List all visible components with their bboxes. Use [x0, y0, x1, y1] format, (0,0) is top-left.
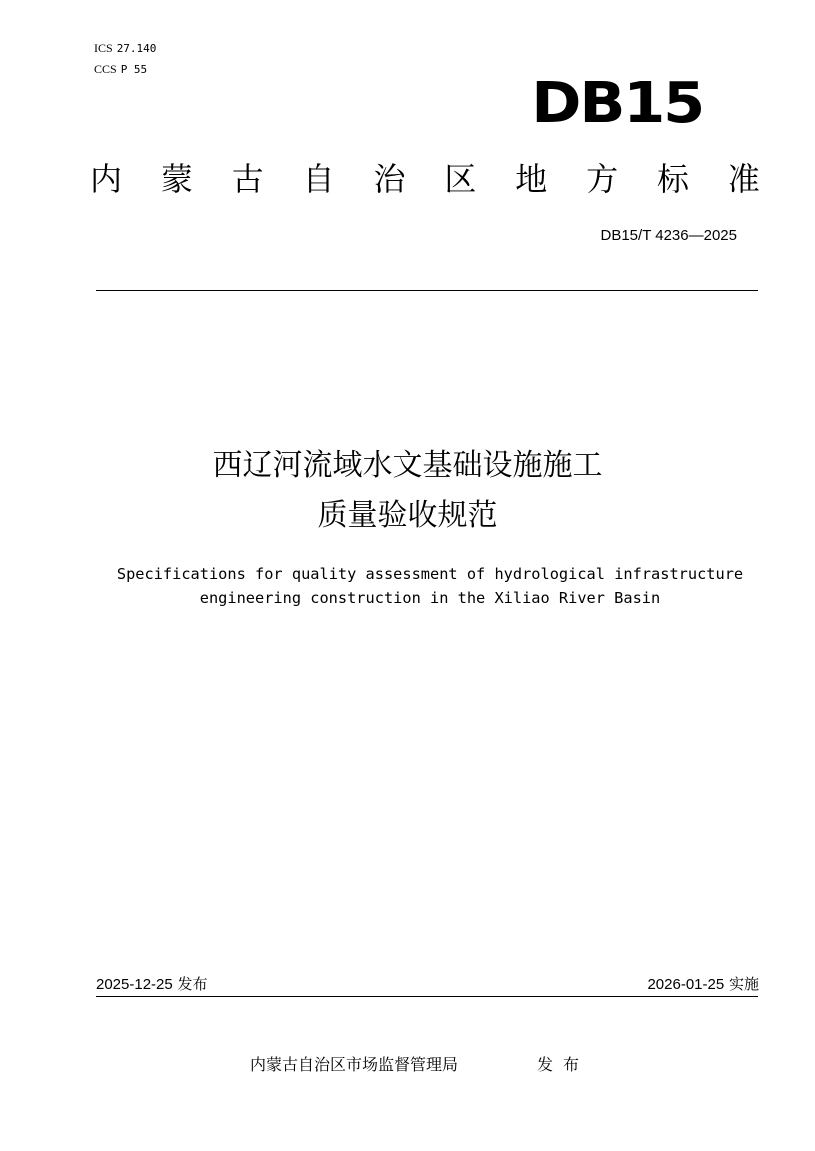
publisher-name: 内蒙古自治区市场监督管理局: [250, 1055, 459, 1074]
header-divider: [96, 290, 758, 291]
document-title-zh-line1: 西辽河流域水文基础设施施工: [212, 448, 603, 483]
issue-date-value: 2025-12-25: [96, 976, 173, 993]
region-title-char: 区: [444, 160, 477, 198]
ccs-label: CCS: [94, 62, 117, 76]
document-title-en-line2: engineering construction in the Xiliao River Basin: [199, 589, 661, 607]
implementation-date-label: 实施: [728, 975, 759, 993]
issue-date: [96, 973, 208, 996]
ccs-code: [94, 61, 147, 78]
region-title-char: 标: [657, 160, 690, 198]
db15-logo: DB15: [531, 71, 703, 136]
ccs-value: P 55: [120, 63, 148, 76]
implementation-date: [647, 973, 759, 996]
implementation-date-value: 2026-01-25: [647, 976, 725, 993]
region-title-char: 内: [90, 160, 123, 198]
region-title-char: 古: [231, 160, 264, 198]
standard-number: DB15/T 4236—2025: [600, 227, 737, 244]
publish-label: 发布: [537, 1055, 590, 1074]
region-title-char: 地: [515, 160, 548, 198]
region-title-char: 准: [727, 160, 760, 198]
region-title-char: 蒙: [160, 160, 193, 198]
document-title-en-line1: Specifications for quality assessment of hydrological infrastructure: [116, 565, 744, 583]
region-standard-title: [90, 157, 760, 201]
region-title-char: 治: [373, 160, 406, 198]
ics-value: 27.140: [116, 42, 157, 55]
ics-label: ICS: [94, 41, 113, 55]
region-title-char: 方: [586, 160, 619, 198]
footer-divider: [96, 996, 758, 997]
issue-date-label: 发布: [177, 975, 208, 993]
document-title-zh-line2: 质量验收规范: [317, 498, 498, 533]
region-title-char: 自: [302, 160, 335, 198]
ics-code: [94, 40, 156, 57]
